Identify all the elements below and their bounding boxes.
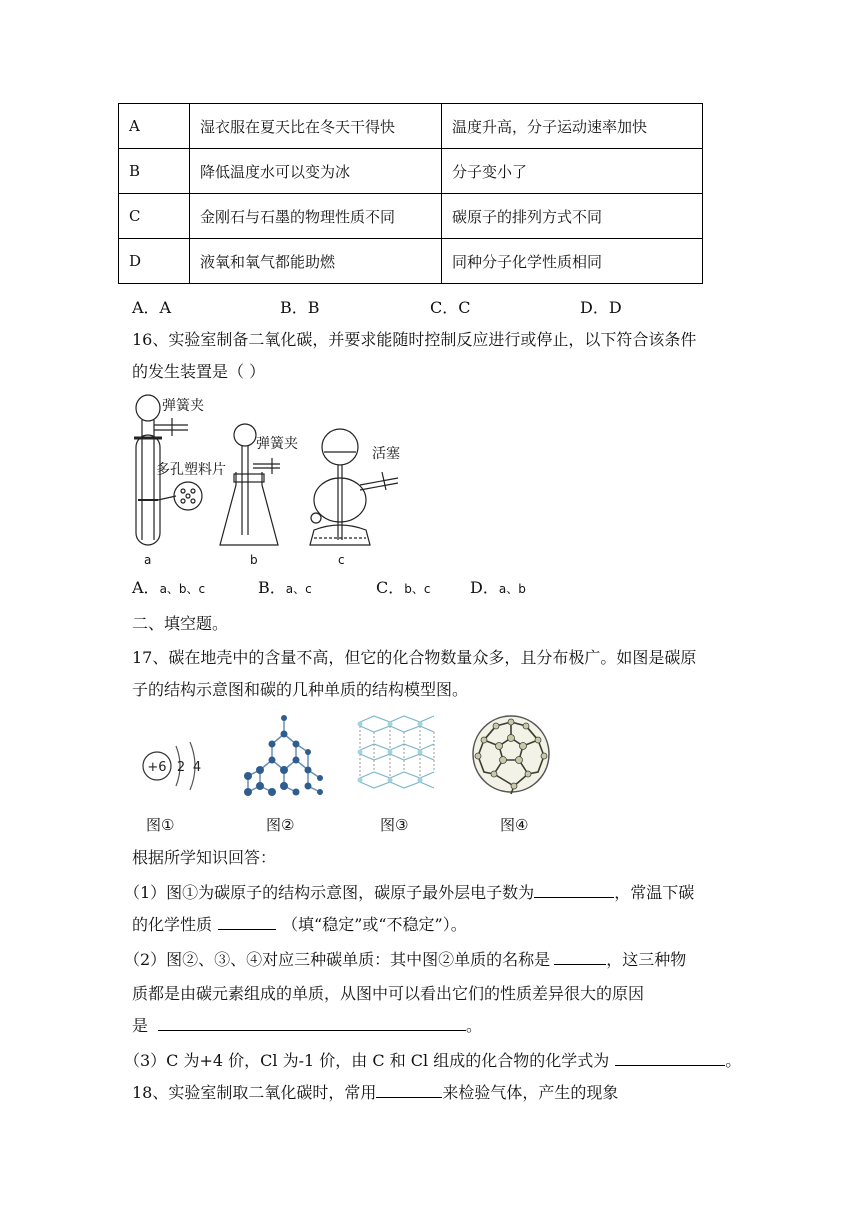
choice-a: A．A xyxy=(132,298,172,317)
label-c: c xyxy=(338,553,345,567)
explanation-cell: 分子变小了 xyxy=(442,149,703,194)
q17-part1-text-c: 的化学性质 xyxy=(132,915,213,934)
answer-blank-3[interactable] xyxy=(554,950,606,965)
q17-part2-line3 xyxy=(132,1016,482,1036)
label-clip-2: 弹簧夹 xyxy=(256,436,298,452)
choice-b: B．B xyxy=(280,298,320,317)
q17-part2-line1 xyxy=(124,950,686,970)
table-row xyxy=(119,194,703,239)
q16-choice-b-letters: a、c xyxy=(285,582,312,596)
label-valve: 活塞 xyxy=(372,446,400,462)
answer-blank-4[interactable] xyxy=(158,1016,466,1031)
table-row xyxy=(119,239,703,284)
q17-part1-line2 xyxy=(132,915,467,935)
answer-blank-6[interactable] xyxy=(376,1083,442,1098)
explanation-cell: 碳原子的排列方式不同 xyxy=(442,194,703,239)
q18-text-b: 来检验气体，产生的现象 xyxy=(442,1083,619,1102)
figure-3-label: 图③ xyxy=(380,816,409,834)
q16-choice-c xyxy=(376,578,430,599)
q17-part2-text-b: ，这三种物 xyxy=(606,950,687,969)
q18-text-a: 18、实验室制取二氧化碳时，常用 xyxy=(132,1083,377,1102)
figure-2-label: 图② xyxy=(266,816,295,834)
q16-choice-d xyxy=(470,578,526,599)
table-row xyxy=(119,104,703,149)
label-b: b xyxy=(250,553,258,567)
q16-text-line1: 16、实验室制备二氧化碳，并要求能随时控制反应进行或停止，以下符合该条件 xyxy=(132,330,697,349)
apparatus-figure xyxy=(128,390,418,570)
phenomenon-cell: 降低温度水可以变为冰 xyxy=(190,149,442,194)
atom-nucleus: +6 xyxy=(147,760,167,775)
option-cell: D xyxy=(119,239,190,284)
q17-part3-text-b: 。 xyxy=(725,1051,742,1070)
answer-blank-2[interactable] xyxy=(218,915,276,930)
atom-shell-2: 4 xyxy=(192,760,202,775)
q17-intro: 根据所学知识回答： xyxy=(132,848,277,867)
q16-text-line2: 的发生装置是（ ） xyxy=(132,362,266,381)
choice-c: C．C xyxy=(430,298,471,317)
figure-4-label: 图④ xyxy=(500,816,529,834)
q17-part2-text-a: （2）图②、③、④对应三种碳单质：其中图②单质的名称是 xyxy=(124,950,551,969)
graphite-structure-image xyxy=(354,712,440,804)
c60-structure-image xyxy=(468,710,554,798)
q17-text-line2: 子的结构示意图和碳的几种单质的结构模型图。 xyxy=(132,680,469,699)
carbon-atom-diagram xyxy=(140,738,220,798)
q17-part3-text-a: （3）C 为+4 价，Cl 为-1 价，由 C 和 Cl 组成的化合物的化学式为 xyxy=(124,1051,610,1070)
option-cell: C xyxy=(119,194,190,239)
label-a: a xyxy=(144,553,152,567)
section-heading: 二、填空题。 xyxy=(132,614,229,633)
explanation-cell: 同种分子化学性质相同 xyxy=(442,239,703,284)
q16-choice-b-prefix: B． xyxy=(258,578,286,597)
table-row xyxy=(119,149,703,194)
q16-choice-a xyxy=(132,578,205,599)
q17-part2-text-e: 。 xyxy=(466,1016,483,1035)
q16-choice-d-prefix: D． xyxy=(470,578,499,597)
q16-choice-d-letters: a、b xyxy=(498,582,526,596)
q17-part1-line1 xyxy=(124,883,694,903)
phenomenon-cell: 湿衣服在夏天比在冬天干得快 xyxy=(190,104,442,149)
option-cell: A xyxy=(119,104,190,149)
q17-text-line1: 17、碳在地壳中的含量不高，但它的化合物数量众多，且分布极广。如图是碳原 xyxy=(132,648,697,667)
explanation-cell: 温度升高，分子运动速率加快 xyxy=(442,104,703,149)
q18-line xyxy=(132,1083,618,1103)
q17-part2-text-d: 是 xyxy=(132,1016,149,1035)
answer-blank-5[interactable] xyxy=(615,1051,725,1066)
q17-part1-text-d: （填“稳定”或“不稳定”）。 xyxy=(282,915,467,934)
diamond-structure-image xyxy=(236,712,332,802)
q16-choice-c-letters: b、c xyxy=(404,582,431,596)
q17-part1-text-a: （1）图①为碳原子的结构示意图，碳原子最外层电子数为 xyxy=(124,883,535,902)
options-table xyxy=(118,103,703,284)
label-porous-plate: 多孔塑料片 xyxy=(156,462,226,478)
phenomenon-cell: 液氧和氧气都能助燃 xyxy=(190,239,442,284)
q16-choice-a-letters: a、b、c xyxy=(159,582,206,596)
q16-choice-a-prefix: A． xyxy=(132,578,160,597)
q17-part2-line2: 质都是由碳元素组成的单质，从图中可以看出它们的性质差异很大的原因 xyxy=(132,984,645,1003)
atom-shell-1: 2 xyxy=(176,760,186,775)
choice-d: D．D xyxy=(580,298,622,317)
q17-part1-text-b: ，常温下碳 xyxy=(614,883,695,902)
q16-choice-c-prefix: C． xyxy=(376,578,405,597)
figure-1-label: 图① xyxy=(146,816,175,834)
q16-choice-b xyxy=(258,578,312,599)
label-clip-1: 弹簧夹 xyxy=(162,398,204,414)
answer-blank-1[interactable] xyxy=(534,883,614,898)
phenomenon-cell: 金刚石与石墨的物理性质不同 xyxy=(190,194,442,239)
option-cell: B xyxy=(119,149,190,194)
q17-part3-line xyxy=(124,1051,741,1071)
